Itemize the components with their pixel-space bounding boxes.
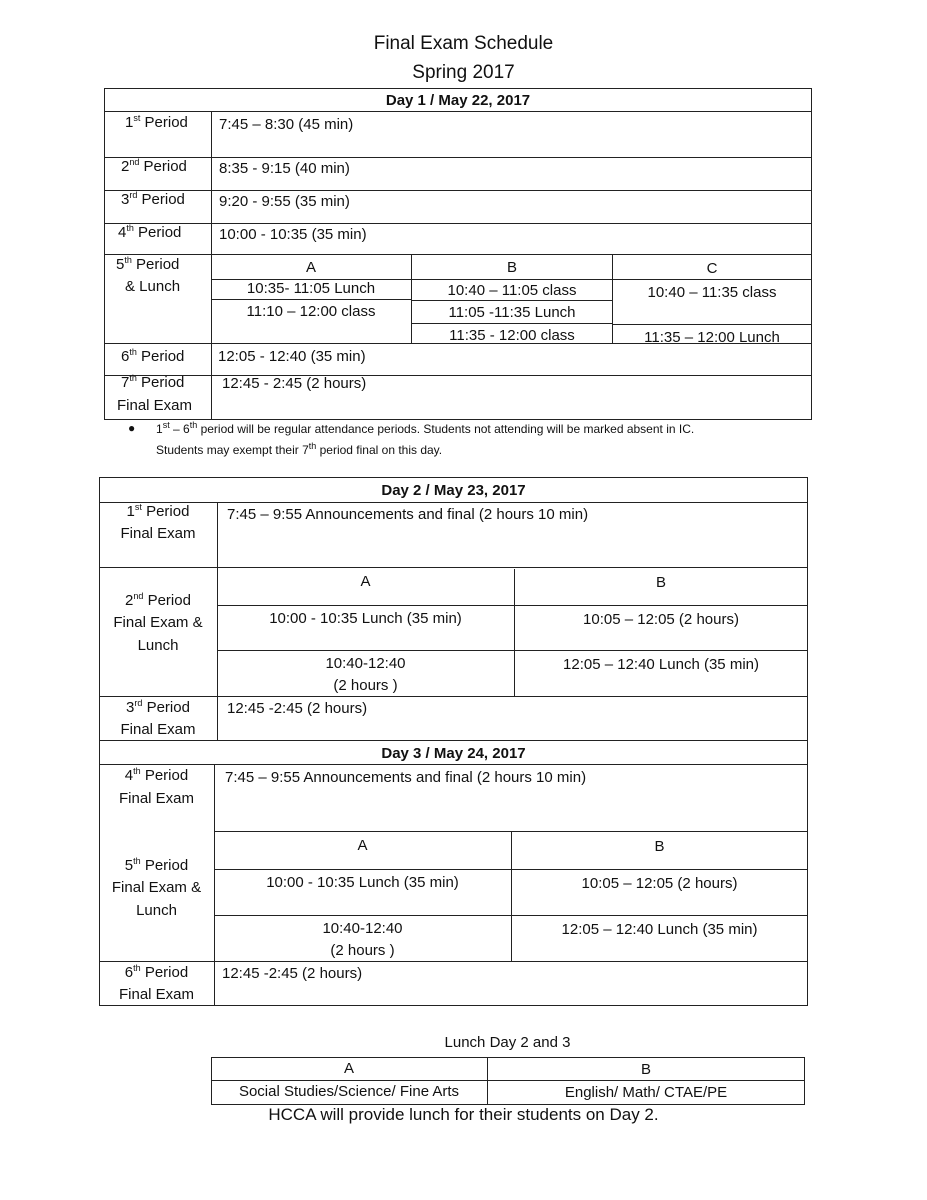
day1-p3-label: 3rd Period (121, 190, 185, 208)
page-title: Final Exam Schedule (373, 33, 554, 54)
day1-p5-c1: 10:40 – 11:35 class (647, 284, 777, 301)
day1-p5-c2: 11:35 – 12:00 Lunch (644, 329, 780, 346)
day1-p7-time: 12:45 - 2:45 (2 hours) (222, 375, 367, 392)
day1-p5-label-line2: & Lunch (125, 278, 181, 295)
day2-p2-a2-line1: 10:40-12:40 (325, 655, 406, 672)
day2-p1-time: 7:45 – 9:55 Announcements and final (2 hours 10 min) (227, 506, 589, 523)
day1-p1-time: 7:45 – 8:30 (45 min) (219, 116, 354, 133)
day1-p6-time: 12:05 - 12:40 (35 min) (218, 348, 366, 365)
day1-p5-col-b-header: B (506, 259, 517, 276)
day3-p5-a1: 10:00 - 10:35 Lunch (35 min) (266, 874, 459, 891)
day1-p5-a1: 10:35- 11:05 Lunch (246, 280, 376, 297)
day2-p2-b2: 12:05 – 12:40 Lunch (35 min) (563, 656, 759, 673)
lunch-col-b-header: B (640, 1061, 651, 1078)
day3-p6-label: 6th Period (124, 963, 189, 981)
day2-p3-label-line2: Final Exam (120, 721, 196, 738)
day2-p2-label-line3: Lunch (137, 637, 179, 654)
lunch-col-a-header: A (343, 1060, 354, 1077)
day1-p7-label: 7th Period (121, 373, 185, 391)
day1-p2-label: 2nd Period (121, 157, 187, 175)
day3-p4-time: 7:45 – 9:55 Announcements and final (2 hours 10 min) (225, 769, 587, 786)
footer-note: HCCA will provide lunch for their students on Day 2. (268, 1105, 659, 1124)
day3-p5-col-a-header: A (357, 837, 368, 854)
day2-p2-a1: 10:00 - 10:35 Lunch (35 min) (269, 610, 462, 627)
lunch-col-b-value: English/ Math/ CTAE/PE (564, 1084, 728, 1101)
day3-p5-label-line3: Lunch (136, 902, 177, 919)
day1-note-line2: Students may exempt their 7th period final on this day. (156, 441, 443, 457)
day1-p5-col-a-header: A (305, 259, 316, 276)
day2-p1-label-line2: Final Exam (120, 525, 196, 542)
lunch-col-a-value: Social Studies/Science/ Fine Arts (238, 1083, 460, 1100)
bullet-icon: ● (128, 421, 136, 435)
day2-p2-b1: 10:05 – 12:05 (2 hours) (583, 611, 739, 628)
day1-p1-label: 1st Period (125, 113, 188, 131)
day3-header: Day 3 / May 24, 2017 (381, 745, 526, 762)
day2-p2-label: 2nd Period (125, 591, 191, 609)
day1-p3-time: 9:20 - 9:55 (35 min) (219, 193, 350, 210)
day3-p6-time: 12:45 -2:45 (2 hours) (222, 965, 363, 982)
day3-p5-label: 5th Period (124, 856, 189, 874)
day1-p5-col-c-header: C (706, 260, 718, 277)
day3-p5-col-b-header: B (654, 838, 665, 855)
day3-p5-a2-line1: 10:40-12:40 (322, 920, 403, 937)
day1-p4-label: 4th Period (118, 223, 182, 241)
day3-p6-label-line2: Final Exam (118, 986, 195, 1003)
day2-p1-label: 1st Period (126, 502, 190, 520)
day1-p7-label-line2: Final Exam (117, 397, 193, 414)
page-subtitle: Spring 2017 (412, 62, 515, 83)
day3-p5-b2: 12:05 – 12:40 Lunch (35 min) (561, 921, 758, 938)
day1-p5-b2: 11:05 -11:35 Lunch (448, 304, 576, 321)
day3-p5-label-line2: Final Exam & (111, 879, 202, 896)
day3-p5-b1: 10:05 – 12:05 (2 hours) (581, 875, 738, 892)
day2-p2-label-line2: Final Exam & (113, 614, 203, 631)
day3-p5-a2-line2: (2 hours ) (330, 942, 395, 959)
day2-p2-col-b-header: B (655, 574, 666, 591)
day2-p3-time: 12:45 -2:45 (2 hours) (227, 700, 368, 717)
lunch-caption: Lunch Day 2 and 3 (444, 1034, 571, 1051)
day1-note-line1: 1st – 6th period will be regular attendance periods. Students not attending will be marked absent in IC. (156, 420, 695, 436)
day1-p5-b1: 10:40 – 11:05 class (447, 282, 577, 299)
day2-p2-col-a-header: A (360, 573, 371, 590)
day2-p2-a2-line2: (2 hours ) (333, 677, 398, 694)
day1-header: Day 1 / May 22, 2017 (385, 92, 531, 109)
day1-p5-label: 5th Period (116, 255, 180, 273)
day1-p5-b3: 11:35 - 12:00 class (449, 327, 575, 344)
day1-p2-time: 8:35 - 9:15 (40 min) (219, 160, 350, 177)
day2-p3-label: 3rd Period (126, 698, 190, 716)
day2-header: Day 2 / May 23, 2017 (381, 482, 526, 499)
day1-p5-a2: 11:10 – 12:00 class (246, 303, 376, 320)
day1-p4-time: 10:00 - 10:35 (35 min) (219, 226, 367, 243)
day3-p4-label-line2: Final Exam (118, 790, 195, 807)
day1-p6-label: 6th Period (121, 347, 185, 365)
day3-p4-label: 4th Period (124, 766, 189, 784)
